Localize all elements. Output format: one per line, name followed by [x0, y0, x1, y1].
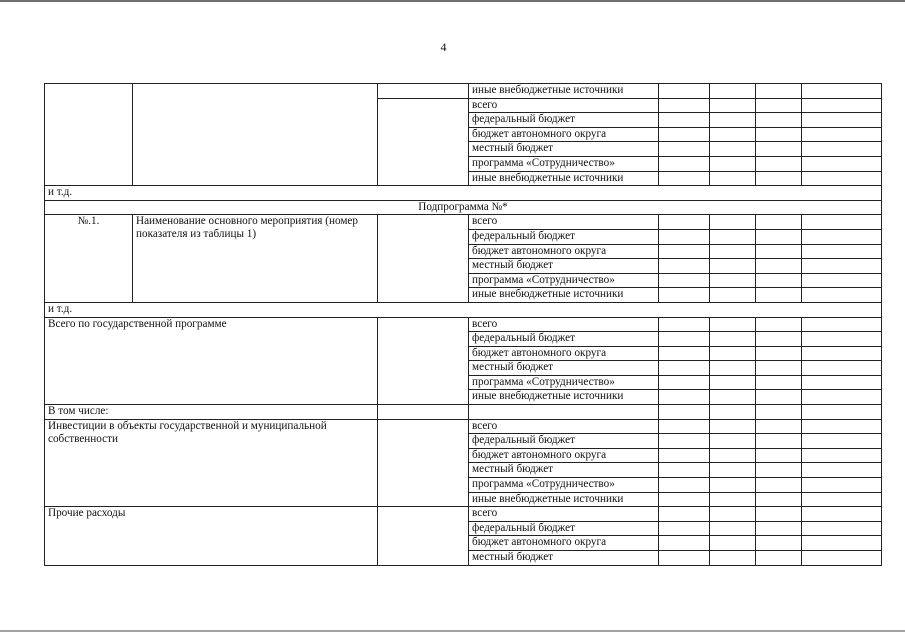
value-cell [659, 448, 710, 463]
source-cell: всего [469, 98, 659, 113]
value-cell [802, 142, 882, 157]
value-cell [710, 478, 756, 493]
value-cell [659, 390, 710, 405]
value-cell [756, 98, 802, 113]
value-cell [710, 142, 756, 157]
table-row [45, 186, 882, 201]
value-cell [659, 375, 710, 390]
value-cell [710, 521, 756, 536]
source-cell: иные внебюджетные источники [469, 288, 659, 303]
table-row [45, 317, 882, 332]
value-cell [802, 551, 882, 566]
value-cell [710, 113, 756, 128]
value-cell [710, 98, 756, 113]
value-cell [756, 551, 802, 566]
source-cell: бюджет автономного округа [469, 346, 659, 361]
value-cell [710, 259, 756, 274]
value-cell [659, 259, 710, 274]
value-cell [802, 288, 882, 303]
value-cell [756, 244, 802, 259]
value-cell [659, 317, 710, 332]
value-cell [710, 273, 756, 288]
program-total-label: Всего по государственной программе [45, 317, 378, 405]
source-cell: программа «Сотрудничество» [469, 273, 659, 288]
value-cell [802, 171, 882, 186]
value-cell [802, 536, 882, 551]
source-cell [469, 405, 659, 420]
investments-label: Инвестиции в объекты государственной и муниципальной собственности [45, 419, 378, 507]
source-cell: федеральный бюджет [469, 113, 659, 128]
source-cell: бюджет автономного округа [469, 127, 659, 142]
value-cell [802, 405, 882, 420]
source-cell: местный бюджет [469, 551, 659, 566]
value-cell [756, 171, 802, 186]
value-cell [756, 332, 802, 347]
value-cell [802, 390, 882, 405]
value-cell [710, 536, 756, 551]
value-cell [802, 317, 882, 332]
value-cell [802, 259, 882, 274]
value-cell [710, 215, 756, 230]
source-cell: федеральный бюджет [469, 521, 659, 536]
executor-cell [378, 84, 469, 99]
value-cell [756, 127, 802, 142]
value-cell [802, 478, 882, 493]
source-cell: иные внебюджетные источники [469, 492, 659, 507]
source-cell: бюджет автономного округа [469, 536, 659, 551]
value-cell [802, 273, 882, 288]
source-cell: федеральный бюджет [469, 434, 659, 449]
value-cell [802, 361, 882, 376]
value-cell [710, 361, 756, 376]
value-cell [659, 419, 710, 434]
table-row [45, 84, 882, 99]
value-cell [756, 434, 802, 449]
source-cell: программа «Сотрудничество» [469, 478, 659, 493]
value-cell [802, 84, 882, 99]
executor-cell [378, 98, 469, 186]
source-cell: местный бюджет [469, 463, 659, 478]
source-cell: программа «Сотрудничество» [469, 156, 659, 171]
value-cell [710, 375, 756, 390]
value-cell [659, 536, 710, 551]
value-cell [659, 127, 710, 142]
executor-cell [378, 405, 469, 420]
value-cell [710, 492, 756, 507]
value-cell [802, 521, 882, 536]
value-cell [756, 375, 802, 390]
value-cell [756, 317, 802, 332]
value-cell [756, 273, 802, 288]
value-cell [710, 127, 756, 142]
scan-edge-bottom [0, 630, 905, 632]
table-row [45, 200, 882, 215]
value-cell [710, 507, 756, 522]
etc-row-label: и т.д. [45, 302, 882, 317]
value-cell [756, 156, 802, 171]
value-cell [756, 521, 802, 536]
value-cell [802, 127, 882, 142]
value-cell [756, 405, 802, 420]
source-cell: местный бюджет [469, 361, 659, 376]
value-cell [802, 448, 882, 463]
value-cell [756, 536, 802, 551]
source-cell: всего [469, 507, 659, 522]
value-cell [710, 419, 756, 434]
value-cell [756, 463, 802, 478]
value-cell [756, 478, 802, 493]
executor-cell [378, 419, 469, 507]
value-cell [802, 113, 882, 128]
value-cell [756, 84, 802, 99]
etc-row-label: и т.д. [45, 186, 882, 201]
value-cell [710, 463, 756, 478]
value-cell [710, 346, 756, 361]
value-cell [710, 229, 756, 244]
value-cell [659, 361, 710, 376]
value-cell [756, 113, 802, 128]
executor-cell [378, 215, 469, 303]
executor-cell [378, 507, 469, 565]
value-cell [710, 288, 756, 303]
value-cell [710, 84, 756, 99]
source-cell: местный бюджет [469, 142, 659, 157]
value-cell [710, 332, 756, 347]
value-cell [756, 390, 802, 405]
source-cell: всего [469, 317, 659, 332]
value-cell [710, 390, 756, 405]
value-cell [756, 419, 802, 434]
value-cell [756, 229, 802, 244]
value-cell [659, 463, 710, 478]
source-cell: всего [469, 215, 659, 230]
value-cell [802, 463, 882, 478]
value-cell [710, 448, 756, 463]
value-cell [802, 434, 882, 449]
source-cell: федеральный бюджет [469, 332, 659, 347]
value-cell [659, 142, 710, 157]
source-cell: иные внебюджетные источники [469, 171, 659, 186]
value-cell [659, 405, 710, 420]
value-cell [659, 244, 710, 259]
value-cell [710, 405, 756, 420]
source-cell: иные внебюджетные источники [469, 390, 659, 405]
value-cell [710, 317, 756, 332]
value-cell [659, 521, 710, 536]
value-cell [710, 551, 756, 566]
value-cell [659, 478, 710, 493]
value-cell [659, 346, 710, 361]
value-cell [802, 375, 882, 390]
page-number: 4 [440, 40, 447, 54]
value-cell [802, 419, 882, 434]
value-cell [659, 288, 710, 303]
including-label: В том числе: [45, 405, 378, 420]
value-cell [756, 288, 802, 303]
value-cell [802, 332, 882, 347]
value-cell [756, 142, 802, 157]
source-cell: программа «Сотрудничество» [469, 375, 659, 390]
source-cell: федеральный бюджет [469, 229, 659, 244]
value-cell [756, 448, 802, 463]
subprogram-title: Подпрограмма №* [45, 200, 882, 215]
table-row [45, 215, 882, 230]
event-name: Наименование основного мероприятия (номер показателя из таблицы 1) [133, 215, 378, 303]
value-cell [756, 259, 802, 274]
name-cell [133, 84, 378, 186]
value-cell [659, 171, 710, 186]
value-cell [802, 507, 882, 522]
value-cell [659, 332, 710, 347]
value-cell [710, 171, 756, 186]
value-cell [802, 215, 882, 230]
executor-cell [378, 317, 469, 405]
value-cell [756, 215, 802, 230]
value-cell [710, 434, 756, 449]
source-cell: всего [469, 419, 659, 434]
value-cell [659, 84, 710, 99]
value-cell [659, 156, 710, 171]
value-cell [659, 98, 710, 113]
table-row [45, 507, 882, 522]
source-cell: местный бюджет [469, 259, 659, 274]
value-cell [756, 492, 802, 507]
value-cell [802, 229, 882, 244]
value-cell [710, 156, 756, 171]
value-cell [756, 361, 802, 376]
value-cell [659, 507, 710, 522]
budget-table [44, 83, 882, 566]
value-cell [756, 346, 802, 361]
table-row [45, 419, 882, 434]
number-cell [45, 84, 133, 186]
source-cell: бюджет автономного округа [469, 244, 659, 259]
table-row [45, 302, 882, 317]
value-cell [659, 229, 710, 244]
value-cell [802, 346, 882, 361]
value-cell [659, 273, 710, 288]
source-cell: бюджет автономного округа [469, 448, 659, 463]
value-cell [802, 156, 882, 171]
event-number: №.1. [45, 215, 133, 303]
scan-edge-top [0, 0, 905, 2]
value-cell [802, 492, 882, 507]
source-cell: иные внебюджетные источники [469, 84, 659, 99]
value-cell [659, 113, 710, 128]
other-expenses-label: Прочие расходы [45, 507, 378, 565]
value-cell [802, 98, 882, 113]
value-cell [659, 215, 710, 230]
value-cell [802, 244, 882, 259]
value-cell [659, 492, 710, 507]
table-row [45, 405, 882, 420]
value-cell [659, 551, 710, 566]
value-cell [710, 244, 756, 259]
value-cell [659, 434, 710, 449]
value-cell [756, 507, 802, 522]
